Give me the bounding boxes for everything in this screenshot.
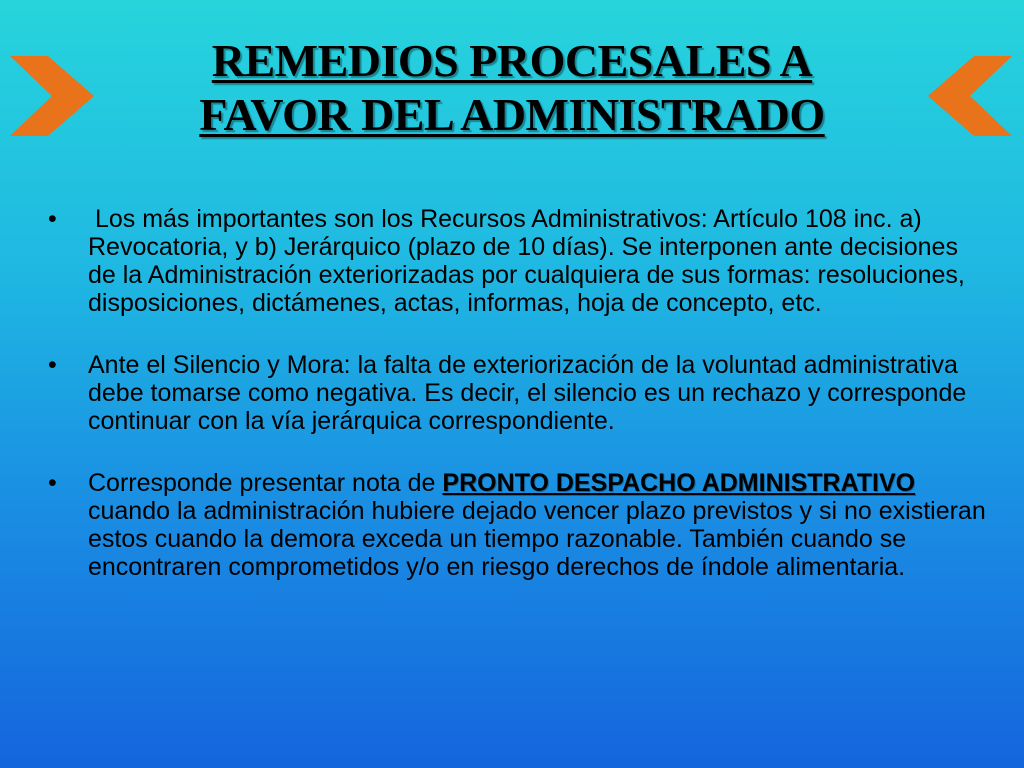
chevron-left-icon	[926, 48, 1012, 144]
bullet-list	[40, 205, 990, 615]
bullet-highlight: PRONTO DESPACHO ADMINISTRATIVO	[442, 469, 916, 497]
bullet-text: Ante el Silencio y Mora: la falta de exteriorización de la voluntad administrativa debe tomarse como negativa. Es decir, el silencio es un rechazo y corresponde continuar con la vía jerárquica correspondiente.	[88, 351, 967, 435]
bullet-item-pronto-despacho	[40, 469, 990, 581]
slide-title	[90, 34, 934, 142]
title-line-2: FAVOR DEL ADMINISTRADO	[199, 89, 825, 140]
chevron-right-icon	[10, 48, 96, 144]
bullet-item-silencio	[40, 351, 990, 435]
bullet-text-suffix: cuando la administración hubiere dejado vencer plazo previstos y si no existieran estos cuando la demora exceda un tiempo razonable. También cuando se encontraren comprometidos y/o en riesgo derechos de índole alimentaria.	[88, 497, 986, 581]
bullet-text: Los más importantes son los Recursos Administrativos: Artículo 108 inc. a) Revocatoria, y b) Jerárquico (plazo de 10 días). Se interponen ante decisiones de la Administración exteriorizadas por cualquiera de sus formas: resoluciones, disposiciones, dictámenes, actas, informas, hoja de concepto, etc.	[88, 205, 972, 317]
bullet-marker: •	[48, 351, 57, 379]
bullet-text-prefix: Corresponde presentar nota de	[88, 469, 443, 497]
bullet-marker: •	[48, 469, 57, 497]
title-line-1: REMEDIOS PROCESALES A	[211, 35, 813, 86]
bullet-item-recursos	[40, 205, 990, 317]
bullet-marker: •	[48, 205, 57, 233]
